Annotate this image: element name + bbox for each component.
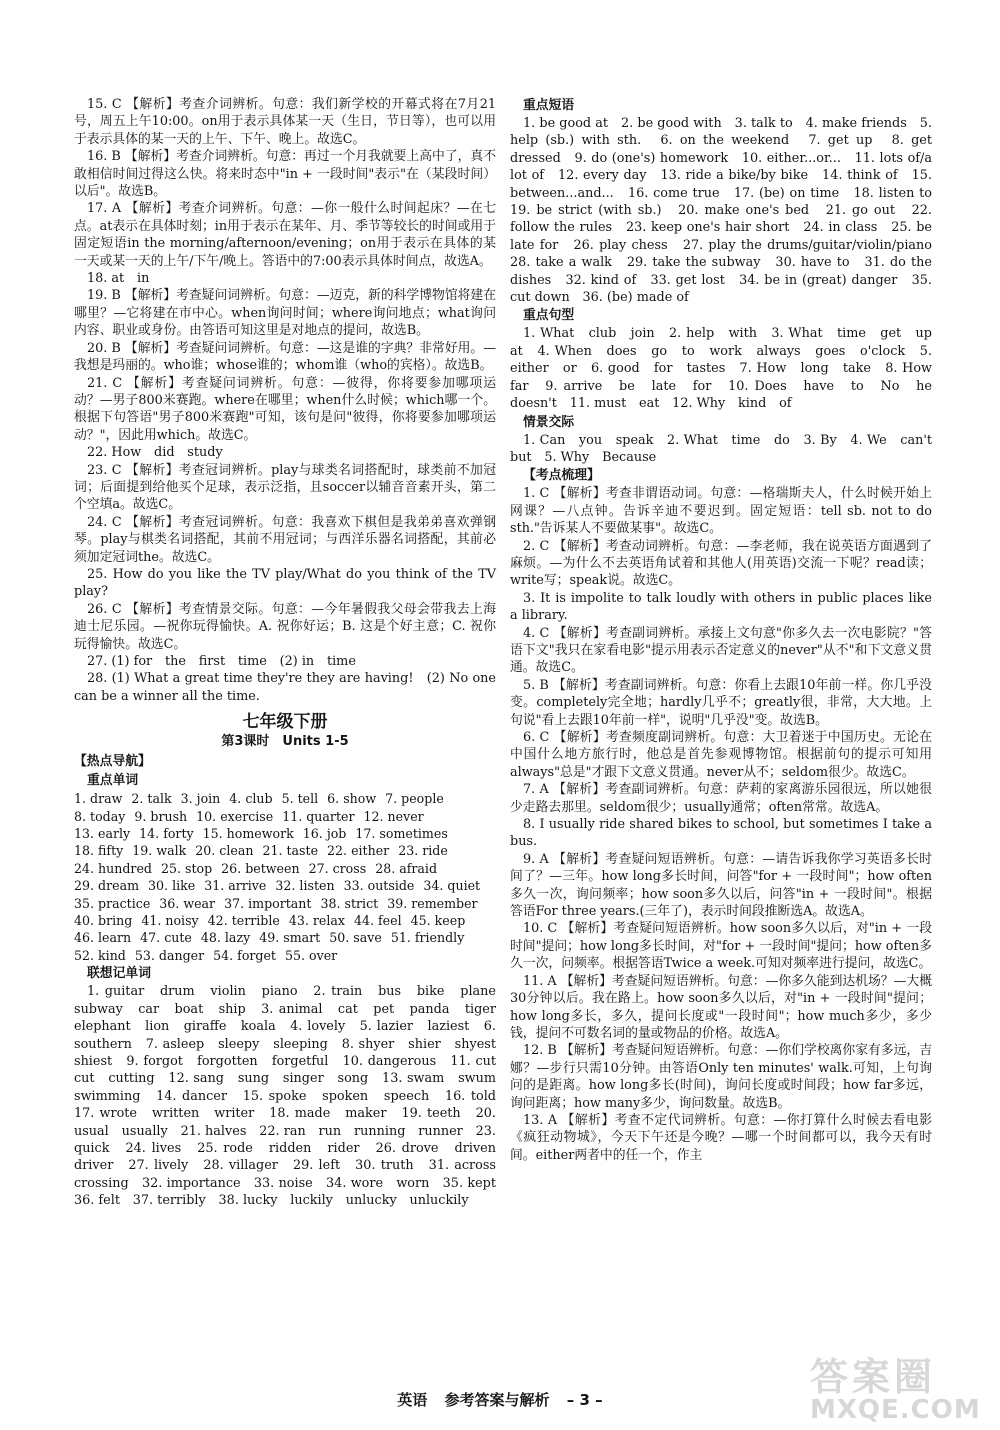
answer-item: 17. A 【解析】考查介词辨析。句意：—你一般什么时间起床？—在七点。at表示在具体时刻；in用于表示在某年、月、季节等较长的时间或用于固定短语in the morning/afternoon/evening；on用于表示在具体的某一天或某一天的上午/下午/晚上。答语中的7:00表示具体时间点，故选A。 <box>74 201 496 269</box>
answer-item: 27. (1) for the first time (2) in time <box>87 654 356 669</box>
key-word: 54. forget <box>213 947 276 963</box>
answer-item: 28. (1) What a great time they're they are having! (2) No one can be a winner all the time. <box>74 671 496 704</box>
key-word: 20. clean <box>195 843 254 859</box>
key-word: 32. listen <box>275 878 335 894</box>
watermark-logo <box>810 1346 988 1424</box>
key-word: 30. like <box>148 878 196 894</box>
key-word: 49. smart <box>259 930 321 946</box>
associated-words-heading: 联想记单词 <box>87 966 151 982</box>
key-word: 24. hundred <box>74 860 152 876</box>
review-item: 11. A 【解析】考查疑问短语辨析。句意：—你多久能到达机场？—大概30分钟以后。我在路上。how soon多久以后，对"in + 一段时间"提问；how long多长，多久，提问长度或"一段时间"；how much多少，多少钱，提问不可数名词的量或物品的价格。故选A。 <box>510 973 932 1041</box>
key-word: 11. quarter <box>282 808 355 824</box>
key-word: 35. practice <box>74 895 151 911</box>
watermark-text-bottom: MXQE.COM <box>810 1395 981 1425</box>
key-word: 21. taste <box>262 843 319 859</box>
guide-heading: 【热点导航】 <box>74 754 151 770</box>
key-word: 25. stop <box>160 860 213 876</box>
review-item: 7. A 【解析】考查副词辨析。句意：萨莉的家离游乐园很远，所以她很少走路去那里。seldom很少；usually通常；often常常。故选A。 <box>510 782 932 815</box>
key-word: 1. draw <box>74 791 123 807</box>
key-word: 13. early <box>74 826 131 842</box>
situational-dialogue-heading: 情景交际 <box>523 414 575 430</box>
page-number: – 3 – <box>566 1391 603 1409</box>
review-item: 1. C 【解析】考查非谓语动词。句意：—格瑞斯夫人，什么时候开始上网课？—八点钟。告诉辛迪不要迟到。固定短语：tell sb. not to do sth."告诉某人不要做某事"。故选C。 <box>510 486 932 537</box>
key-sentences-heading: 重点句型 <box>523 308 575 324</box>
key-word: 9. brush <box>134 808 188 824</box>
footer-title: 参考答案与解析 <box>444 1391 550 1409</box>
review-item: 13. A 【解析】考查不定代词辨析。句意：—你打算什么时候去看电影《疯狂动物城》，今天下午还是今晚？—哪一个时间都可以，我今天有时间。either两者中的任一个，作主 <box>510 1112 932 1163</box>
key-word: 22. either <box>327 843 390 859</box>
key-word: 4. club <box>229 791 273 807</box>
key-word: 46. learn <box>74 930 132 946</box>
answer-item: 23. C 【解析】考查冠词辨析。play与球类名词搭配时，球类前不加冠词；后面提到给他买个足球，表示泛指，且soccer以辅音音素开头，第二个空填a。故选C。 <box>74 462 496 513</box>
left-column <box>74 96 509 1210</box>
key-word: 39. remember <box>387 895 478 911</box>
lesson-title: 第3课时 Units 1-5 <box>221 734 349 750</box>
answer-item: 15. C 【解析】考查介词辨析。句意：我们新学校的开幕式将在7月21号，周五上午10:00。on用于表示具体某一天（生日，节日等），也可以用于表示具体的某一天的上午、下午、晚上。故选C。 <box>74 97 496 147</box>
watermark-text-top: 答案圈 <box>810 1355 937 1399</box>
review-item: 2. C 【解析】考查动词辨析。句意：—李老师，我在说英语方面遇到了麻烦。—为什么不去英语角试着和其他人(用英语)交流一下呢？read读；write写；speak说。故选C。 <box>510 538 932 589</box>
answer-item: 21. C 【解析】考查疑问词辨析。句意：—彼得，你将要参加哪项运动？—男子800米赛跑。where在哪里；when什么时候；which哪一个。根据下句答语"男子800米赛跑"可知，该句是问"彼得，你将要参加哪项运动？"，因此用which。故选C。 <box>74 375 496 443</box>
key-word: 12. never <box>363 808 424 824</box>
key-word: 16. job <box>302 826 347 842</box>
key-word: 41. noisy <box>141 913 199 929</box>
key-phrases-heading: 重点短语 <box>523 98 575 113</box>
answer-item: 24. C 【解析】考查冠词辨析。句意：我喜欢下棋但是我弟弟喜欢弹钢琴。play与棋类名词搭配，其前不用冠词；与西洋乐器名词搭配，其前必须加定冠词the。故选C。 <box>74 514 496 565</box>
key-word: 47. cute <box>140 930 192 946</box>
answer-item: 20. B 【解析】考查疑问词辨析。句意：—这是谁的字典？非常好用。—我想是玛丽的。who谁；whose谁的；whom谁（who的宾格）。故选B。 <box>74 340 497 374</box>
key-word: 27. cross <box>308 860 367 876</box>
key-word: 28. afraid <box>375 860 438 876</box>
key-word: 37. important <box>224 895 312 911</box>
key-word: 50. save <box>329 930 382 946</box>
key-word: 53. danger <box>134 947 205 963</box>
key-word: 45. keep <box>410 913 466 929</box>
situational-dialogue-list: 1. Can you speak 2. What time do 3. By 4. We can't but 5. Why Because <box>510 432 945 465</box>
answer-item: 25. How do you like the TV play/What do you think of the TV play? <box>74 566 496 600</box>
answer-item: 16. B 【解析】考查介词辨析。句意：再过一个月我就要上高中了，真不敢相信时间过得这么快。将来时态中"in + 一段时间"表示"在（某段时间）以后"。故选B。 <box>74 149 497 200</box>
key-word: 38. strict <box>320 895 379 911</box>
key-word: 48. lazy <box>200 930 251 946</box>
key-word: 40. bring <box>74 913 133 929</box>
key-word: 26. between <box>221 860 300 876</box>
key-word: 19. walk <box>132 843 187 859</box>
key-word: 6. show <box>327 791 377 807</box>
key-word: 42. terrible <box>207 913 280 929</box>
key-word: 43. relax <box>288 913 345 929</box>
footer-subject: 英语 <box>397 1391 428 1409</box>
key-word: 36. wear <box>159 895 216 911</box>
key-word: 23. ride <box>398 843 448 859</box>
key-word: 3. join <box>180 791 221 807</box>
review-item: 9. A 【解析】考查疑问短语辨析。句意：—请告诉我你学习英语多长时间了？—三年。how long多长时间，问答"for + 一段时间"；how often多久一次，询问频率；how soon多久以后，问答"in + 一段时间"。根据答语For three years.(三年了)，表示时间段推断选A。故选A。 <box>510 851 932 920</box>
review-item: 3. It is impolite to talk loudly with others in public places like a library. <box>510 590 932 624</box>
review-heading: 【考点梳理】 <box>523 468 600 484</box>
key-word: 31. arrive <box>204 878 267 894</box>
answer-block-upper <box>74 96 496 705</box>
answer-item: 18. at in <box>87 271 150 287</box>
key-phrases-list: 1. be good at 2. be good with 3. talk to 4. make friends 5. help (sb.) with sth. 6. on the weekend 7. get up 8. get dressed 9. do (one's) homework 10. either...or... 11. lots of/a lot of 12. every day 13. ride a bike/by bike 14. think of 15. between...and... 16. come true 17. (be) on time 18. listen to 19. be strict (with sb.) 20. make one's bed 21. go out 22. follow the rules 23. keep one's hair short 24. in class 25. be late for 26. play chess 27. play the drums/guitar/violin/piano 28. take a walk 29. take the subway 30. have to 31. do the dishes 32. kind of 33. get lost 34. be in (great) danger 35. cut down 36. (be) made of <box>510 116 945 306</box>
answer-item: 19. B 【解析】考查疑问词辨析。句意：—迈克，新的科学博物馆将建在哪里？—它将建在市中心。when询问时间；where询问地点；what询问内容、职业或身份。由答语可知这里是对地点的提问，故选B。 <box>74 288 497 339</box>
key-sentences-list: 1. What club join 2. help with 3. What time get up at 4. When does go to work always goes o'clock 5. either or 6. good for tastes 7. How long take 8. How far 9. arrive be late for 10. Does have to No he doesn't 11. must eat 12. Why kind of <box>510 326 945 412</box>
key-word: 10. exercise <box>196 808 274 824</box>
review-item: 6. C 【解析】考查频度副词辨析。句意：大卫着迷于中国历史。无论在中国什么地方旅行时，他总是首先参观博物馆。根据前句的提示可知用always"总是"才跟下文意义贯通。never从不；seldom很少。故选C。 <box>510 730 932 780</box>
review-item: 8. I usually ride shared bikes to school, but sometimes I take a bus. <box>510 817 932 850</box>
review-item: 5. B 【解析】考查副词辨析。句意：你看上去跟10年前一样。你几乎没变。completely完全地；hardly几乎不；greatly很，非常，大大地。上句说"看上去跟10年前一样"，说明"几乎没"变。故选B。 <box>510 677 932 728</box>
key-word: 14. forty <box>139 826 194 842</box>
key-word: 7. people <box>385 791 444 807</box>
key-word: 2. talk <box>131 791 172 807</box>
answer-item: 26. C 【解析】考查情景交际。句意：—今年暑假我父母会带我去上海迪士尼乐园。—祝你玩得愉快。A. 祝你好运；B. 这是个好主意；C. 祝你玩得愉快。故选C。 <box>74 601 496 652</box>
key-word: 44. feel <box>353 913 402 929</box>
review-item: 10. C 【解析】考查疑问短语辨析。how soon多久以后，对"in + 一段时间"提问；how long多长时间，对"for + 一段时间"提问；how often多久一次，问频率。根据答语Twice a week.可知对频率进行提问，故选C。 <box>510 921 932 972</box>
key-word: 18. fifty <box>74 843 124 859</box>
review-item: 12. B 【解析】考查疑问短语辨析。句意：—你们学校离你家有多远，吉娜？—步行只需10分钟。由答语Only ten minutes' walk.可知，上句询问的是距离。how long多长(时间)，询问长度或时间段；how far多远，询问距离；how many多少，询问数量。故选B。 <box>510 1043 933 1111</box>
key-word: 29. dream <box>74 878 140 894</box>
key-word: 51. friendly <box>390 930 465 946</box>
right-column <box>510 96 945 1164</box>
key-word: 15. homework <box>202 826 294 842</box>
key-word: 52. kind <box>74 947 126 963</box>
key-word: 5. tell <box>281 791 319 807</box>
review-answers <box>510 485 932 1164</box>
key-words-heading: 重点单词 <box>87 773 139 789</box>
answer-item: 22. How did study <box>87 445 223 461</box>
key-word: 8. today <box>74 808 126 824</box>
key-word: 17. sometimes <box>355 826 448 842</box>
key-word: 34. quiet <box>423 878 481 894</box>
key-word: 33. outside <box>343 878 415 894</box>
review-item: 4. C 【解析】考查副词辨析。承接上文句意"你多久去一次电影院？"答语下文"我只在家看电影"提示用表示否定意义的never"从不"和下文意义贯通。故选C。 <box>510 625 932 676</box>
key-word: 55. over <box>285 947 338 963</box>
grade-title: 七年级下册 <box>242 712 328 733</box>
key-words-list <box>74 790 496 964</box>
associated-words-list: 1. guitar drum violin piano 2. train bus bike plane subway car boat ship 3. animal cat pet panda tiger elephant lion giraffe koala 4. lovely 5. lazier laziest 6. southern 7. asleep sleepy sleeping 8. shyer shier shyest shiest 9. forgot forgotten forgetful 10. dangerous 11. cut cut cutting 12. sang sung singer song 13. swam swum swimming 14. dancer 15. spoke spoken speech 16. told 17. wrote written writer 18. made maker 19. teeth 20. usual usually 21. halves 22. ran run running runner 23. quick 24. lives 25. rode ridden rider 26. drove driven driver 27. lively 28. villager 29. left 30. truth 31. across crossing 32. importance 33. noise 34. wore worn 35. kept 36. felt 37. terribly 38. lucky luckily unlucky unluckily <box>74 984 509 1209</box>
